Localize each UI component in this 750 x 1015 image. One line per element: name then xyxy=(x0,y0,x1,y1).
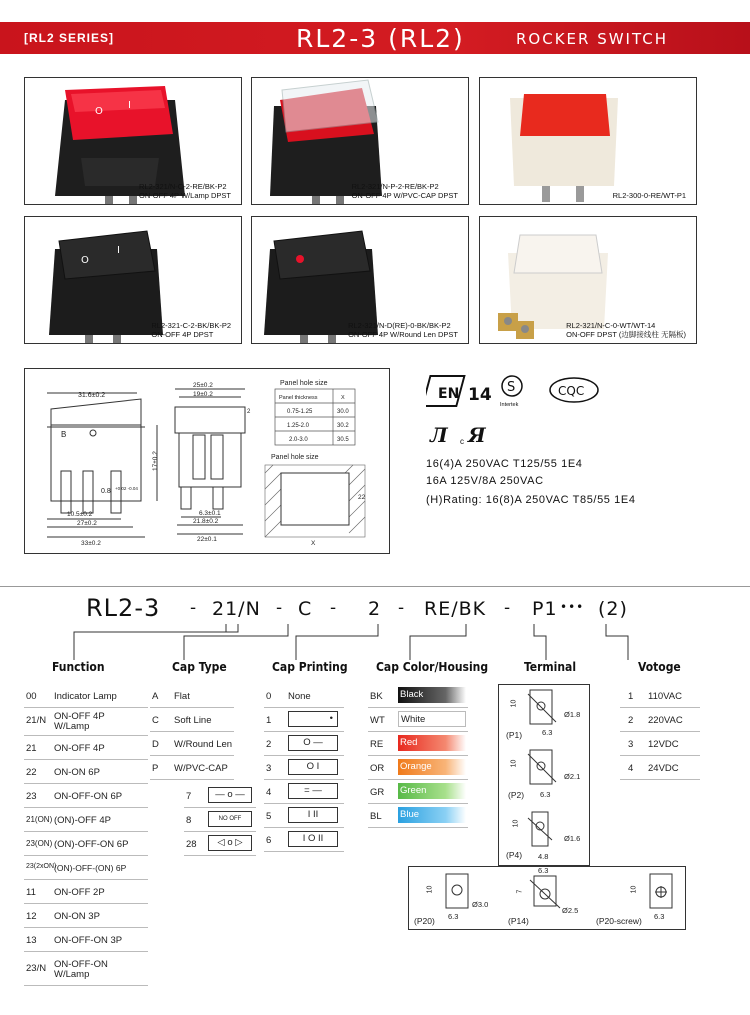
rating-line-3: (H)Rating: 16(8)A 250VAC T85/55 1E4 xyxy=(426,494,636,506)
photo-caption-4: RL2-321-C-2-BK/BK-P2 ON-OFF 4P DPST xyxy=(151,321,231,339)
panel-header-x: X xyxy=(341,395,345,401)
cap-type-extra-row: 8 NO OFF xyxy=(184,808,256,832)
dim-19: 19±0.2 xyxy=(193,391,213,398)
code-dash-4: - xyxy=(398,598,406,618)
svg-text:c: c xyxy=(460,437,464,446)
model-title: RL2-3 (RL2) xyxy=(296,24,465,53)
code-dash-3: - xyxy=(330,598,338,618)
code-part-terminal: P1 xyxy=(532,598,558,620)
cap-type-extra-row: 28 ◁ o ▷ xyxy=(184,832,256,856)
svg-text:Л: Л xyxy=(430,423,448,447)
term-p14-name: (P14) xyxy=(508,916,529,926)
photo-caption-3: RL2-300-0-RE/WT-P1 xyxy=(612,191,686,200)
term-p20-d: Ø3.0 xyxy=(472,900,489,909)
color-row-black: BK Black xyxy=(368,684,468,708)
term-p20s-h: 10 xyxy=(630,885,638,894)
voltage-row: 3 12VDC xyxy=(620,732,700,756)
svg-text:Я: Я xyxy=(468,423,486,447)
function-row: 23 ON-OFF-ON 6P xyxy=(24,784,148,808)
cap-printing-header: Cap Printing xyxy=(272,660,348,674)
code-dash-5: - xyxy=(504,598,512,618)
function-header: Function xyxy=(52,660,105,674)
voltage-row: 1 110VAC xyxy=(620,684,700,708)
function-row: 12 ON-ON 3P xyxy=(24,904,148,928)
term-p1-h: 10 xyxy=(510,699,518,708)
function-row: 21 ON-OFF 4P xyxy=(24,736,148,760)
term-p2-name: (P2) xyxy=(508,790,525,800)
cqc-label: CQC xyxy=(558,384,585,398)
code-part-cap-type: C xyxy=(298,598,313,620)
svg-text:EN: EN xyxy=(438,386,460,402)
code-part-printing: 2 xyxy=(368,598,382,620)
rating-line-1: 16(4)A 250VAC T125/55 1E4 xyxy=(426,458,583,470)
function-row: 23(2xON) (ON)-OFF-(ON) 6P xyxy=(24,856,148,880)
function-row: 23/N ON-OFF-ON W/Lamp xyxy=(24,956,148,986)
dim-0-8: 0.8 xyxy=(101,488,111,495)
svg-text:O: O xyxy=(95,106,103,117)
cap-print-row: 2 O — xyxy=(264,732,344,756)
panel-row-1-thickness: 0.75-1.25 xyxy=(287,409,313,415)
term-p1-name: (P1) xyxy=(506,730,523,740)
dim-6-3: 6.3±0.1 xyxy=(199,510,221,517)
rating-line-2: 16A 125V/8A 250VAC xyxy=(426,475,544,487)
dim-22: 22±0.1 xyxy=(197,536,217,543)
term-p20-h: 10 xyxy=(426,885,434,894)
panel-row-3-x: 30.5 xyxy=(337,437,349,443)
function-row: 00 Indicator Lamp xyxy=(24,684,148,708)
color-row-green: GR Green xyxy=(368,780,468,804)
term-p14-d: Ø2.5 xyxy=(562,906,579,915)
hole-title: Panel hole size xyxy=(271,454,319,461)
series-label: [RL2 SERIES] xyxy=(24,31,115,45)
panel-row-2-thickness: 1.25-2.0 xyxy=(287,423,310,429)
cap-type-extra-row: 7 — o — xyxy=(184,784,256,808)
color-row-blue: BL Blue xyxy=(368,804,468,828)
product-kind: ROCKER SWITCH xyxy=(516,30,669,48)
term-p4-h: 10 xyxy=(512,819,520,828)
svg-text:I: I xyxy=(128,100,131,111)
hole-height: 22 xyxy=(358,494,366,501)
term-p1-w: 6.3 xyxy=(542,728,553,737)
code-part-function: 21/N xyxy=(212,598,261,620)
term-p20s-w: 6.3 xyxy=(654,912,665,921)
function-row: 22 ON-ON 6P xyxy=(24,760,148,784)
term-p4-w: 4.8 xyxy=(538,852,549,861)
svg-text:S: S xyxy=(507,380,516,395)
dim-0-8-tol: +0.02 -0.04 xyxy=(115,486,138,491)
function-row: 11 ON-OFF 2P xyxy=(24,880,148,904)
term-p20s-name: (P20-screw) xyxy=(596,916,642,926)
color-row-white: WT White xyxy=(368,708,468,732)
photo-caption-1: RL2-321/N-C-2-RE/BK-P2 ON-OFF 4P W/Lamp DPST xyxy=(139,182,231,200)
code-part-voltage: (2) xyxy=(598,598,628,620)
cap-print-row: 5 I II xyxy=(264,804,344,828)
function-row: 13 ON-OFF-ON 3P xyxy=(24,928,148,952)
term-p2-h: 10 xyxy=(510,759,518,768)
terminal-header: Terminal xyxy=(524,660,577,674)
photo-caption-6: RL2-321/N-C-0-WT/WT-14 ON-OFF DPST (边脚接线柱 无隔板) xyxy=(566,321,686,339)
color-row-red: RE Red xyxy=(368,732,468,756)
cap-type-row: A Flat xyxy=(150,684,234,708)
cap-print-row: 0 None xyxy=(264,684,344,708)
code-dash-2: - xyxy=(276,598,284,618)
photo-caption-5: RL2-321/N-D(RE)-0-BK/BK-P2 ON-OFF 4P W/Round Len DPST xyxy=(348,321,458,339)
function-row: 21(ON) (ON)-OFF 4P xyxy=(24,808,148,832)
enec-number: 14 xyxy=(468,385,492,405)
dim-2: 2 xyxy=(247,409,251,415)
cap-print-row: 1 • xyxy=(264,708,344,732)
code-prefix: RL2-3 xyxy=(86,594,161,622)
panel-row-1-x: 30.0 xyxy=(337,409,349,415)
svg-text:I: I xyxy=(117,245,120,256)
svg-text:O: O xyxy=(81,255,89,266)
term-p4-name: (P4) xyxy=(506,850,523,860)
dim-10-5: 10.5±0.2 xyxy=(67,511,93,518)
panel-row-3-thickness: 2.0-3.0 xyxy=(289,437,308,443)
term-p20-name: (P20) xyxy=(414,916,435,926)
intertek-label: Intertek xyxy=(500,402,519,408)
voltage-row: 4 24VDC xyxy=(620,756,700,780)
voltage-header: Votoge xyxy=(638,660,681,674)
photo-caption-2: RL2-321/N-P-2-RE/BK-P2 ON-OFF 4P W/PVC-CAP DPST xyxy=(351,182,458,200)
cap-color-header: Cap Color/Housing xyxy=(376,660,489,674)
dim-17: 17±0.2 xyxy=(152,451,159,471)
dim-b: B xyxy=(61,430,67,439)
cap-type-header: Cap Type xyxy=(172,660,227,674)
hole-width: X xyxy=(311,540,316,547)
function-row: 23(ON) (ON)-OFF-ON 6P xyxy=(24,832,148,856)
panel-table-title: Panel hole size xyxy=(280,380,328,387)
cap-print-row: 3 O I xyxy=(264,756,344,780)
code-dash-1: - xyxy=(190,598,198,618)
cap-type-row: P W/PVC-CAP xyxy=(150,756,234,780)
dim-31-6: 31.6±0.2 xyxy=(78,392,106,399)
cap-type-row: D W/Round Len xyxy=(150,732,234,756)
voltage-row: 2 220VAC xyxy=(620,708,700,732)
dim-25: 25±0.2 xyxy=(193,382,213,389)
color-row-orange: OR Orange xyxy=(368,756,468,780)
dim-21-8: 21.8±0.2 xyxy=(193,518,219,525)
term-p2-d: Ø2.1 xyxy=(564,772,581,781)
panel-header-thickness: Panel thickness xyxy=(279,395,318,401)
cap-type-row: C Soft Line xyxy=(150,708,234,732)
term-p20-w: 6.3 xyxy=(448,912,459,921)
function-row: 21/N ON-OFF 4P W/Lamp xyxy=(24,708,148,736)
term-p14-w: 6.3 xyxy=(538,866,549,875)
code-ellipsis: ••• xyxy=(560,600,585,614)
term-p2-w: 6.3 xyxy=(540,790,551,799)
panel-row-2-x: 30.2 xyxy=(337,423,349,429)
term-p14-h: 7 xyxy=(516,889,524,894)
cap-print-row: 4 = — xyxy=(264,780,344,804)
term-p4-d: Ø1.6 xyxy=(564,834,581,843)
code-part-color: RE/BK xyxy=(424,598,487,620)
term-p1-d: Ø1.8 xyxy=(564,710,581,719)
cap-print-row: 6 I O II xyxy=(264,828,344,852)
dim-33: 33±0.2 xyxy=(81,540,101,547)
dim-27: 27±0.2 xyxy=(77,520,97,527)
